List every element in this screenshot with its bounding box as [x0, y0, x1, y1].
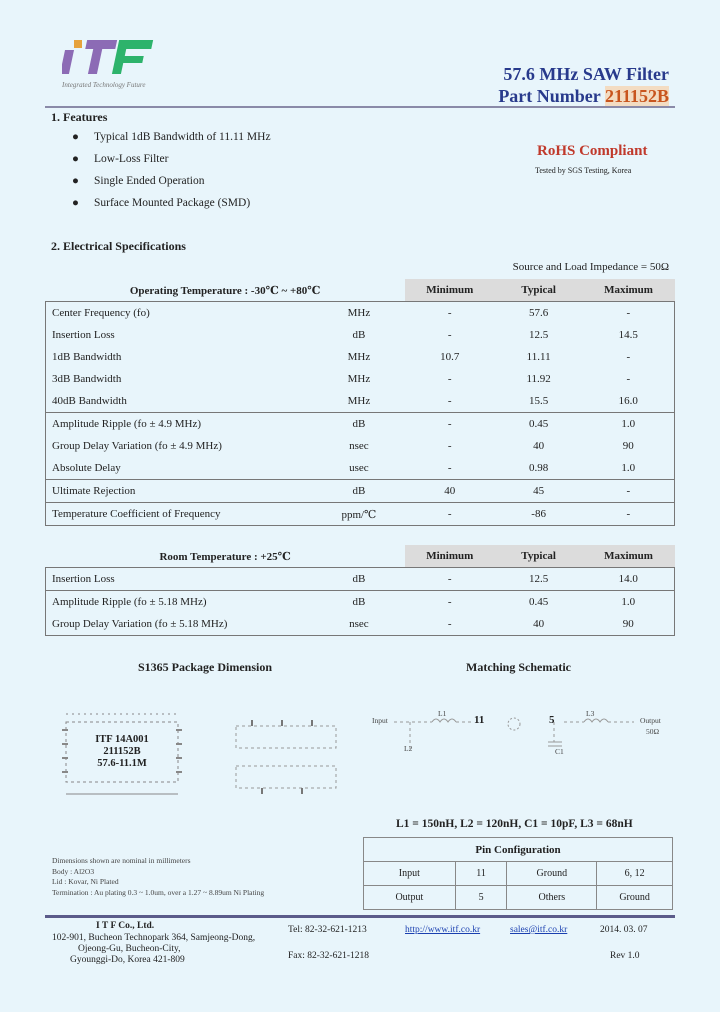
spec-cell-param: 3dB Bandwidth: [46, 368, 313, 390]
spec-cell-min: -: [405, 568, 495, 591]
spec-row: [46, 457, 675, 480]
spec-cell-param: Amplitude Ripple (fo ± 4.9 MHz): [46, 413, 313, 436]
spec-cell-min: -: [447, 329, 452, 341]
spec-cell-param: Insertion Loss: [46, 324, 313, 346]
matching-values: L1 = 150nH, L2 = 120nH, C1 = 10pF, L3 = 68nH: [396, 818, 633, 830]
spec-row: [46, 591, 675, 614]
matching-heading: Matching Schematic: [466, 660, 571, 674]
spec-cell-unit: MHz: [347, 351, 371, 363]
package-notes: Dimensions shown are nominal in millimeters Body : Al2O3 Lid : Kovar, Ni Plated Termination : Au plating 0.3 ~ 1.0um, over a 1.27 ~ 8.89um Ni Plating: [52, 856, 265, 897]
spec-cell-typ: 40: [533, 440, 545, 452]
spec-cell-unit: dB: [313, 568, 405, 591]
spec-cell-unit: MHz: [347, 395, 371, 407]
spec-row: [46, 613, 675, 636]
spec-cell-max: -: [583, 503, 675, 526]
spec-cell-min: -: [447, 462, 452, 474]
spec-cell-typ: 0.45: [495, 591, 583, 614]
pin-cell: Ground: [507, 862, 597, 886]
spec-cell-min: -: [447, 373, 452, 385]
spec-cell-unit: ppm/℃: [313, 503, 405, 526]
schematic-pin-b: 5: [549, 714, 555, 726]
spec-cell-max: -: [583, 368, 675, 390]
col-maximum: Maximum: [583, 279, 675, 302]
col-minimum: Minimum: [405, 279, 495, 302]
spec-cell-min: -: [405, 591, 495, 614]
spec-cell-typ: 0.98: [529, 462, 549, 474]
schematic-input: Input: [372, 716, 388, 725]
spec-cell-unit: dB: [313, 591, 405, 614]
pin-cell: 6, 12: [597, 862, 673, 886]
schematic-drawing: [372, 700, 672, 775]
spec-row: [46, 324, 675, 346]
impedance-note: Source and Load Impedance = 50Ω: [512, 261, 669, 273]
product-title: 57.6 MHz SAW Filter: [503, 64, 669, 84]
spec-cell-max: 1.0: [583, 591, 675, 614]
operating-temp-title: Operating Temperature : -30℃ ~ +80℃: [129, 284, 321, 297]
spec-cell-min: -: [405, 613, 495, 636]
spec-cell-param: Group Delay Variation (fo ± 4.9 MHz): [46, 435, 313, 457]
col-typical: Typical: [495, 545, 583, 568]
footer-fax: Fax: 82-32-621-1218: [288, 951, 370, 961]
spec-cell-param: Center Frequency (fo): [46, 302, 313, 325]
pin-cell: Ground: [597, 886, 673, 910]
header-rule: [45, 106, 675, 108]
part-number-line: [498, 86, 669, 107]
pin-cell: Others: [507, 886, 597, 910]
spec-cell-unit: nsec: [349, 440, 369, 452]
spec-cell-max: 90: [583, 613, 675, 636]
spec-cell-unit: dB: [352, 329, 366, 341]
spec-row: [46, 368, 675, 390]
pin-cell: 5: [455, 886, 507, 910]
spec-cell-max: 14.0: [583, 568, 675, 591]
spec-cell-max: 16.0: [583, 390, 675, 413]
schematic-output: Output: [640, 716, 661, 725]
rohs-note: Tested by SGS Testing, Korea: [535, 166, 632, 175]
part-number-value: 211152B: [604, 86, 669, 106]
spec-cell-unit: dB: [313, 480, 405, 503]
spec-cell-typ: 40: [495, 613, 583, 636]
part-number-label: Part Number: [498, 86, 601, 106]
spec-row: [46, 346, 675, 368]
spec-row: [46, 435, 675, 457]
spec-cell-param: Temperature Coefficient of Frequency: [46, 503, 313, 526]
spec-cell-min: -: [405, 413, 495, 436]
footer-revision: Rev 1.0: [610, 951, 640, 961]
itf-logo-icon: [62, 36, 154, 76]
spec-cell-max: 90: [583, 435, 675, 457]
room-spec-table: [45, 545, 675, 636]
pin-row: [364, 862, 673, 886]
room-temp-title: Room Temperature : +25℃: [159, 550, 291, 563]
schematic-l1: L1: [438, 709, 447, 718]
spec-cell-typ: 0.45: [495, 413, 583, 436]
feature-item: ● Low-Loss Filter: [72, 153, 169, 165]
package-marking: ITF 14A001 211152B 57.6-11.1M: [95, 734, 149, 769]
spec-cell-typ: 11.11: [526, 351, 551, 363]
spec-row: [46, 413, 675, 436]
schematic-l2: L2: [404, 744, 413, 753]
rohs-badge: RoHS Compliant: [537, 143, 648, 159]
pin-config-title: Pin Configuration: [364, 838, 673, 862]
spec-cell-unit: MHz: [347, 373, 371, 385]
schematic-l3: L3: [586, 709, 595, 718]
spec-cell-typ: 12.5: [495, 568, 583, 591]
features-heading: 1. Features: [51, 110, 108, 124]
spec-cell-unit: dB: [313, 413, 405, 436]
spec-row: [46, 480, 675, 503]
pin-row: [364, 886, 673, 910]
company-logo: [62, 36, 154, 89]
spec-cell-unit: nsec: [313, 613, 405, 636]
feature-item: ● Surface Mounted Package (SMD): [72, 197, 251, 209]
pin-cell: Input: [364, 862, 456, 886]
spec-row: [46, 503, 675, 526]
feature-item: ● Typical 1dB Bandwidth of 11.11 MHz: [72, 131, 271, 143]
spec-cell-param: 40dB Bandwidth: [46, 390, 313, 413]
spec-row: [46, 390, 675, 413]
spec-cell-param: Absolute Delay: [46, 457, 313, 480]
spec-cell-unit: MHz: [313, 302, 405, 325]
pin-config-table: [363, 837, 673, 910]
spec-cell-max: 1.0: [583, 413, 675, 436]
spec-cell-max: -: [583, 480, 675, 503]
spec-cell-min: 10.7: [440, 351, 460, 363]
schematic-output-impedance: 50Ω: [646, 727, 660, 736]
operating-spec-table: [45, 279, 675, 526]
pin-cell: Output: [364, 886, 456, 910]
footer-email-link[interactable]: sales@itf.co.kr: [510, 925, 568, 935]
spec-cell-typ: 45: [495, 480, 583, 503]
logo-tagline: Integrated Technology Future: [62, 81, 146, 89]
spec-cell-min: -: [405, 302, 495, 325]
package-side-view: [222, 712, 362, 807]
spec-cell-typ: 12.5: [529, 329, 549, 341]
footer-company: I T F Co., Ltd.: [96, 921, 155, 931]
feature-item: ● Single Ended Operation: [72, 175, 205, 187]
footer-rule: [45, 915, 675, 918]
spec-cell-min: -: [405, 503, 495, 526]
footer-tel: Tel: 82-32-621-1213: [288, 925, 367, 935]
spec-cell-typ: 11.92: [526, 373, 551, 385]
pin-cell: 11: [455, 862, 507, 886]
spec-cell-max: -: [583, 302, 675, 325]
spec-cell-min: -: [447, 440, 452, 452]
col-minimum: Minimum: [405, 545, 495, 568]
package-heading: S1365 Package Dimension: [138, 660, 273, 674]
schematic-c1: C1: [555, 747, 564, 756]
spec-cell-max: 14.5: [583, 324, 675, 346]
spec-cell-typ: 15.5: [529, 395, 549, 407]
spec-cell-param: Ultimate Rejection: [46, 480, 313, 503]
footer-address-1: 102-901, Bucheon Technopark 364, Samjeong-Dong,: [52, 933, 256, 943]
spec-cell-unit: usec: [349, 462, 369, 474]
footer-date: 2014. 03. 07: [600, 925, 648, 935]
spec-cell-min: -: [447, 395, 452, 407]
schematic-pin-a: 11: [474, 714, 485, 726]
package-side-icon: [222, 712, 362, 802]
spec-cell-param: Amplitude Ripple (fo ± 5.18 MHz): [46, 591, 313, 614]
col-maximum: Maximum: [583, 545, 675, 568]
spec-cell-min: 40: [405, 480, 495, 503]
spec-row: [46, 568, 675, 591]
spec-cell-param: Group Delay Variation (fo ± 5.18 MHz): [46, 613, 313, 636]
footer-website-link[interactable]: http://www.itf.co.kr: [405, 925, 481, 935]
spec-row: [46, 302, 675, 325]
footer-address-2: Ojeong-Gu, Bucheon-City,: [78, 944, 181, 954]
spec-cell-param: Insertion Loss: [46, 568, 313, 591]
spec-cell-max: 1.0: [583, 457, 675, 480]
spec-cell-typ: -86: [495, 503, 583, 526]
spec-cell-typ: 57.6: [495, 302, 583, 325]
electrical-heading: 2. Electrical Specifications: [51, 239, 186, 253]
spec-cell-param: 1dB Bandwidth: [46, 346, 313, 368]
schematic-circuit-icon: [372, 700, 672, 770]
footer-address-3: Gyounggi-Do, Korea 421-809: [70, 955, 185, 965]
col-typical: Typical: [495, 279, 583, 302]
spec-cell-max: -: [583, 346, 675, 368]
